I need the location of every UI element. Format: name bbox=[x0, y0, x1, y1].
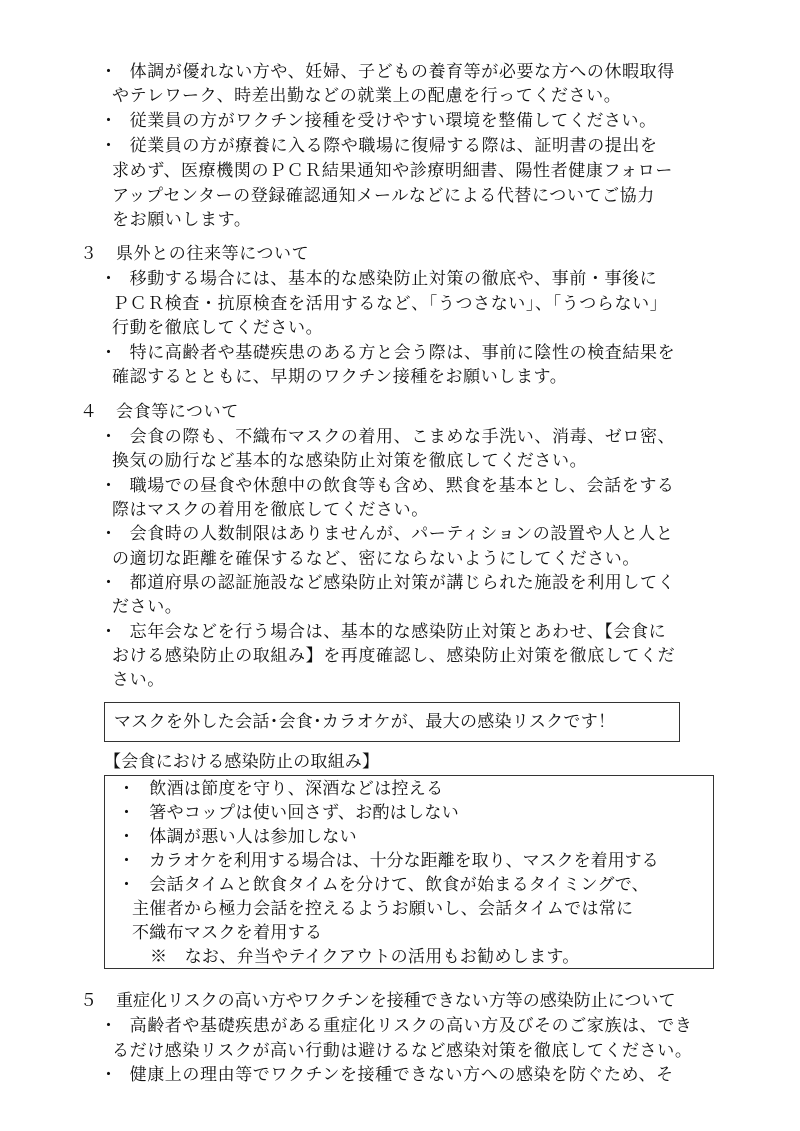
bullet-marker: ・ bbox=[100, 573, 117, 593]
section-4-bullet-3-line-2: の適切な距離を確保するなど、密にならないようにしてください。 bbox=[112, 549, 640, 569]
section-3-bullet-1-line-1: 移動する場合には、基本的な感染防止対策の徹底や、事前・事後に bbox=[112, 269, 658, 289]
section-3-number: ３ bbox=[80, 244, 98, 264]
intro-bullet-3-line-1: 従業員の方が療養に入る際や職場に復帰する際は、証明書の提出を bbox=[112, 136, 658, 156]
section-5-title: 重症化リスクの高い方やワクチンを接種できない方等の感染防止について bbox=[116, 991, 676, 1011]
section-4-bullet-5-line-3: さい。 bbox=[112, 670, 165, 690]
bullet-marker: ・ bbox=[100, 136, 117, 156]
bullet-marker: ・ bbox=[118, 803, 135, 823]
section-3-bullet-1-line-3: 行動を徹底してください。 bbox=[112, 318, 324, 338]
intro-bullet-1-line-1: 体調が優れない方や、妊婦、子どもの養育等が必要な方への休暇取得 bbox=[112, 62, 675, 82]
section-4-number: ４ bbox=[80, 402, 98, 422]
measure-4: カラオケを利用する場合は、十分な距離を取り、マスクを着用する bbox=[132, 851, 659, 871]
section-4-bullet-1-line-1: 会食の際も、不織布マスクの着用、こまめな手洗い、消毒、ゼロ密、 bbox=[112, 427, 676, 447]
intro-bullet-2-line-1: 従業員の方がワクチン接種を受けやすい環境を整備してください。 bbox=[112, 111, 657, 131]
bullet-marker: ・ bbox=[100, 524, 117, 544]
bullet-marker: ・ bbox=[100, 111, 117, 131]
section-4-title: 会食等について bbox=[116, 402, 239, 422]
intro-bullet-3-line-2: 求めず、医療機関のＰＣＲ結果通知や診療明細書、陽性者健康フォロー bbox=[112, 161, 673, 181]
section-4-bullet-4-line-2: ださい。 bbox=[112, 597, 183, 617]
section-4-bullet-2-line-2: 際はマスクの着用を徹底してください。 bbox=[112, 500, 429, 520]
section-3-bullet-2-line-1: 特に高齢者や基礎疾患のある方と会う際は、事前に陰性の検査結果を bbox=[112, 343, 676, 363]
risk-notice-text: マスクを外した会話･会食･カラオケが、最大の感染リスクです！ bbox=[114, 712, 616, 732]
section-4-bullet-2-line-1: 職場での昼食や休憩中の飲食等も含め、黙食を基本とし、会話をする bbox=[112, 476, 675, 496]
measure-5-line-1: 会話タイムと飲食タイムを分けて、飲食が始まるタイミングで、 bbox=[132, 875, 649, 895]
bullet-marker: ・ bbox=[100, 62, 117, 82]
section-3-title: 県外との往来等について bbox=[116, 244, 310, 264]
measure-5-line-2: 主催者から極力会話を控えるようお願いし、会話タイムでは常に bbox=[132, 899, 634, 919]
bullet-marker: ・ bbox=[100, 1065, 117, 1085]
measures-title: 【会食における感染防止の取組み】 bbox=[104, 752, 380, 772]
section-5-bullet-1-line-2: るだけ感染リスクが高い行動は避けるなど感染対策を徹底してください。 bbox=[112, 1041, 693, 1061]
measure-2: 箸やコップは使い回さず、お酌はしない bbox=[132, 803, 459, 823]
section-5-bullet-2-line-1: 健康上の理由等でワクチンを接種できない方への感染を防ぐため、そ bbox=[112, 1065, 674, 1085]
measures-note: ※ なお、弁当やテイクアウトの活用もお勧めします。 bbox=[150, 947, 580, 967]
section-4-bullet-3-line-1: 会食時の人数制限はありませんが、パーティションの設置や人と人と bbox=[112, 524, 674, 544]
measure-1: 飲酒は節度を守り、深酒などは控える bbox=[132, 779, 444, 799]
section-4-bullet-5-line-2: おける感染防止の取組み】を再度確認し、感染防止対策を徹底してくだ bbox=[112, 646, 676, 666]
section-4-bullet-4-line-1: 都道府県の認証施設など感染防止対策が講じられた施設を利用してく bbox=[112, 573, 676, 593]
measure-3: 体調が悪い人は参加しない bbox=[132, 827, 357, 847]
bullet-marker: ・ bbox=[100, 1016, 117, 1036]
bullet-marker: ・ bbox=[118, 875, 135, 895]
intro-bullet-1-line-2: やテレワーク、時差出勤などの就業上の配慮を行ってください。 bbox=[112, 86, 622, 106]
bullet-marker: ・ bbox=[118, 827, 135, 847]
section-4-bullet-5-line-1: 忘年会などを行う場合は、基本的な感染防止対策とあわせ、【会食に bbox=[112, 622, 667, 642]
intro-bullet-3-line-3: アップセンターの登録確認通知メールなどによる代替についてご協力 bbox=[112, 186, 655, 206]
bullet-marker: ・ bbox=[118, 851, 135, 871]
section-3-bullet-1-line-2: ＰＣＲ検査・抗原検査を活用するなど、「うつさない」、「うつらない」 bbox=[112, 294, 668, 314]
bullet-marker: ・ bbox=[100, 427, 117, 447]
section-4-bullet-1-line-2: 換気の励行など基本的な感染防止対策を徹底してください。 bbox=[112, 451, 588, 471]
bullet-marker: ・ bbox=[100, 269, 117, 289]
measure-5-line-3: 不織布マスクを着用する bbox=[132, 923, 323, 943]
section-5-number: ５ bbox=[80, 991, 98, 1011]
section-3-bullet-2-line-2: 確認するとともに、早期のワクチン接種をお願いします。 bbox=[112, 367, 568, 387]
bullet-marker: ・ bbox=[100, 622, 117, 642]
bullet-marker: ・ bbox=[100, 476, 117, 496]
bullet-marker: ・ bbox=[118, 779, 135, 799]
intro-bullet-3-line-4: をお願いします。 bbox=[112, 210, 252, 230]
bullet-marker: ・ bbox=[100, 343, 117, 363]
section-5-bullet-1-line-1: 高齢者や基礎疾患がある重症化リスクの高い方及びそのご家族は、でき bbox=[112, 1016, 693, 1036]
